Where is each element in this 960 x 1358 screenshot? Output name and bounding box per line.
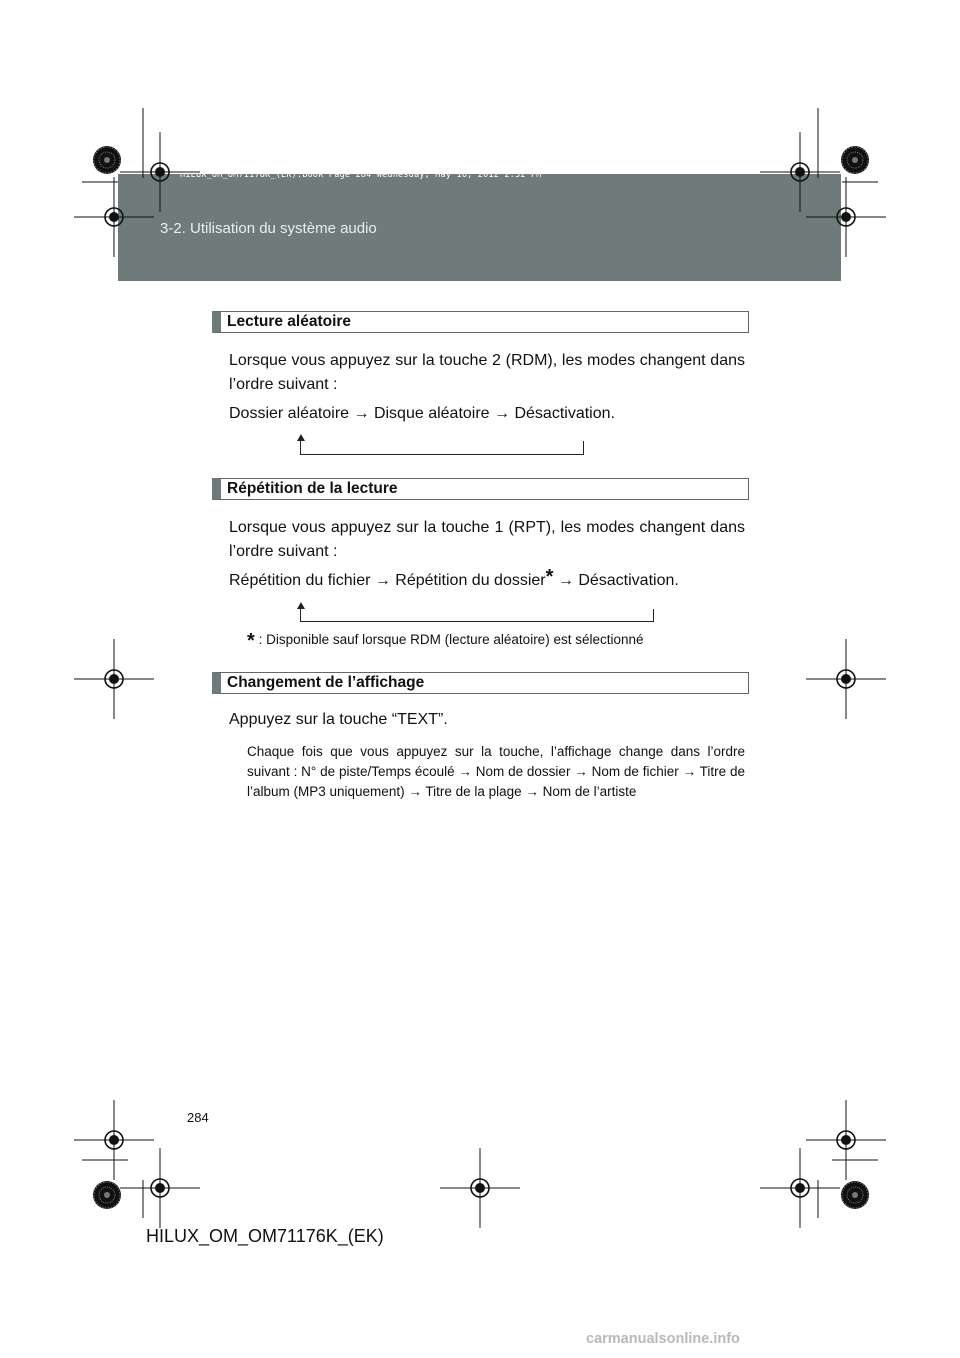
registration-target-icon <box>806 639 886 719</box>
display-body: Appuyez sur la touche “TEXT”. <box>229 711 448 728</box>
asterisk-mark: * <box>545 566 554 588</box>
random-body: Lorsque vous appuyez sur la touche 2 (RDM), les modes changent dans l’ordre suivant : <box>229 352 745 393</box>
registration-target-icon <box>120 132 200 212</box>
crop-lines-top <box>82 108 878 1218</box>
repeat-sequence-part1: Répétition du fichier → Répétition du dossier <box>229 572 546 589</box>
color-burst-icon <box>841 146 869 174</box>
section-title: Changement de l’affichage <box>227 674 425 691</box>
random-sequence: Dossier aléatoire → Disque aléatoire → Désactivation. <box>229 405 615 422</box>
watermark: carmanualsonline.info <box>586 1331 740 1347</box>
book-code: HILUX_OM_OM71176K_(EK) <box>146 1226 384 1246</box>
registration-target-icon <box>760 132 840 212</box>
color-burst-icon <box>93 1181 121 1209</box>
display-detail: Chaque fois que vous appuyez sur la touche, l’affichage change dans l’ordre suivant : N° de piste/Temps écoulé → Nom de dossier → Nom de fichier → Titre de l’album (MP3 uniquement) → Titre de la plage → Nom de l’artiste <box>247 744 745 799</box>
section-title: Lecture aléatoire <box>227 313 352 330</box>
page-number: 284 <box>187 1110 209 1125</box>
repeat-sequence-part2: → Désactivation. <box>553 572 679 589</box>
color-burst-icon <box>93 146 121 174</box>
book-stamp: HILUX_OM_OM71176K_(EK).book Page 284 Wednesday, May 16, 2012 2:32 PM <box>180 170 542 180</box>
registration-target-icon <box>120 1148 200 1228</box>
registration-target-icon <box>74 639 154 719</box>
footnote-asterisk: * <box>247 630 255 652</box>
breadcrumb: 3-2. Utilisation du système audio <box>160 220 377 237</box>
registration-target-icon <box>440 1148 520 1228</box>
section-title: Répétition de la lecture <box>227 480 398 497</box>
registration-target-icon <box>806 1100 886 1180</box>
registration-target-icon <box>74 1100 154 1180</box>
registration-target-icon <box>760 1148 840 1228</box>
color-burst-icon <box>841 1181 869 1209</box>
registration-target-icon <box>74 177 154 257</box>
footnote-text: : Disponible sauf lorsque RDM (lecture aléatoire) est sélectionné <box>258 632 644 647</box>
repeat-body: Lorsque vous appuyez sur la touche 1 (RPT), les modes changent dans l’ordre suivant : <box>229 519 745 560</box>
registration-target-icon <box>806 177 886 257</box>
